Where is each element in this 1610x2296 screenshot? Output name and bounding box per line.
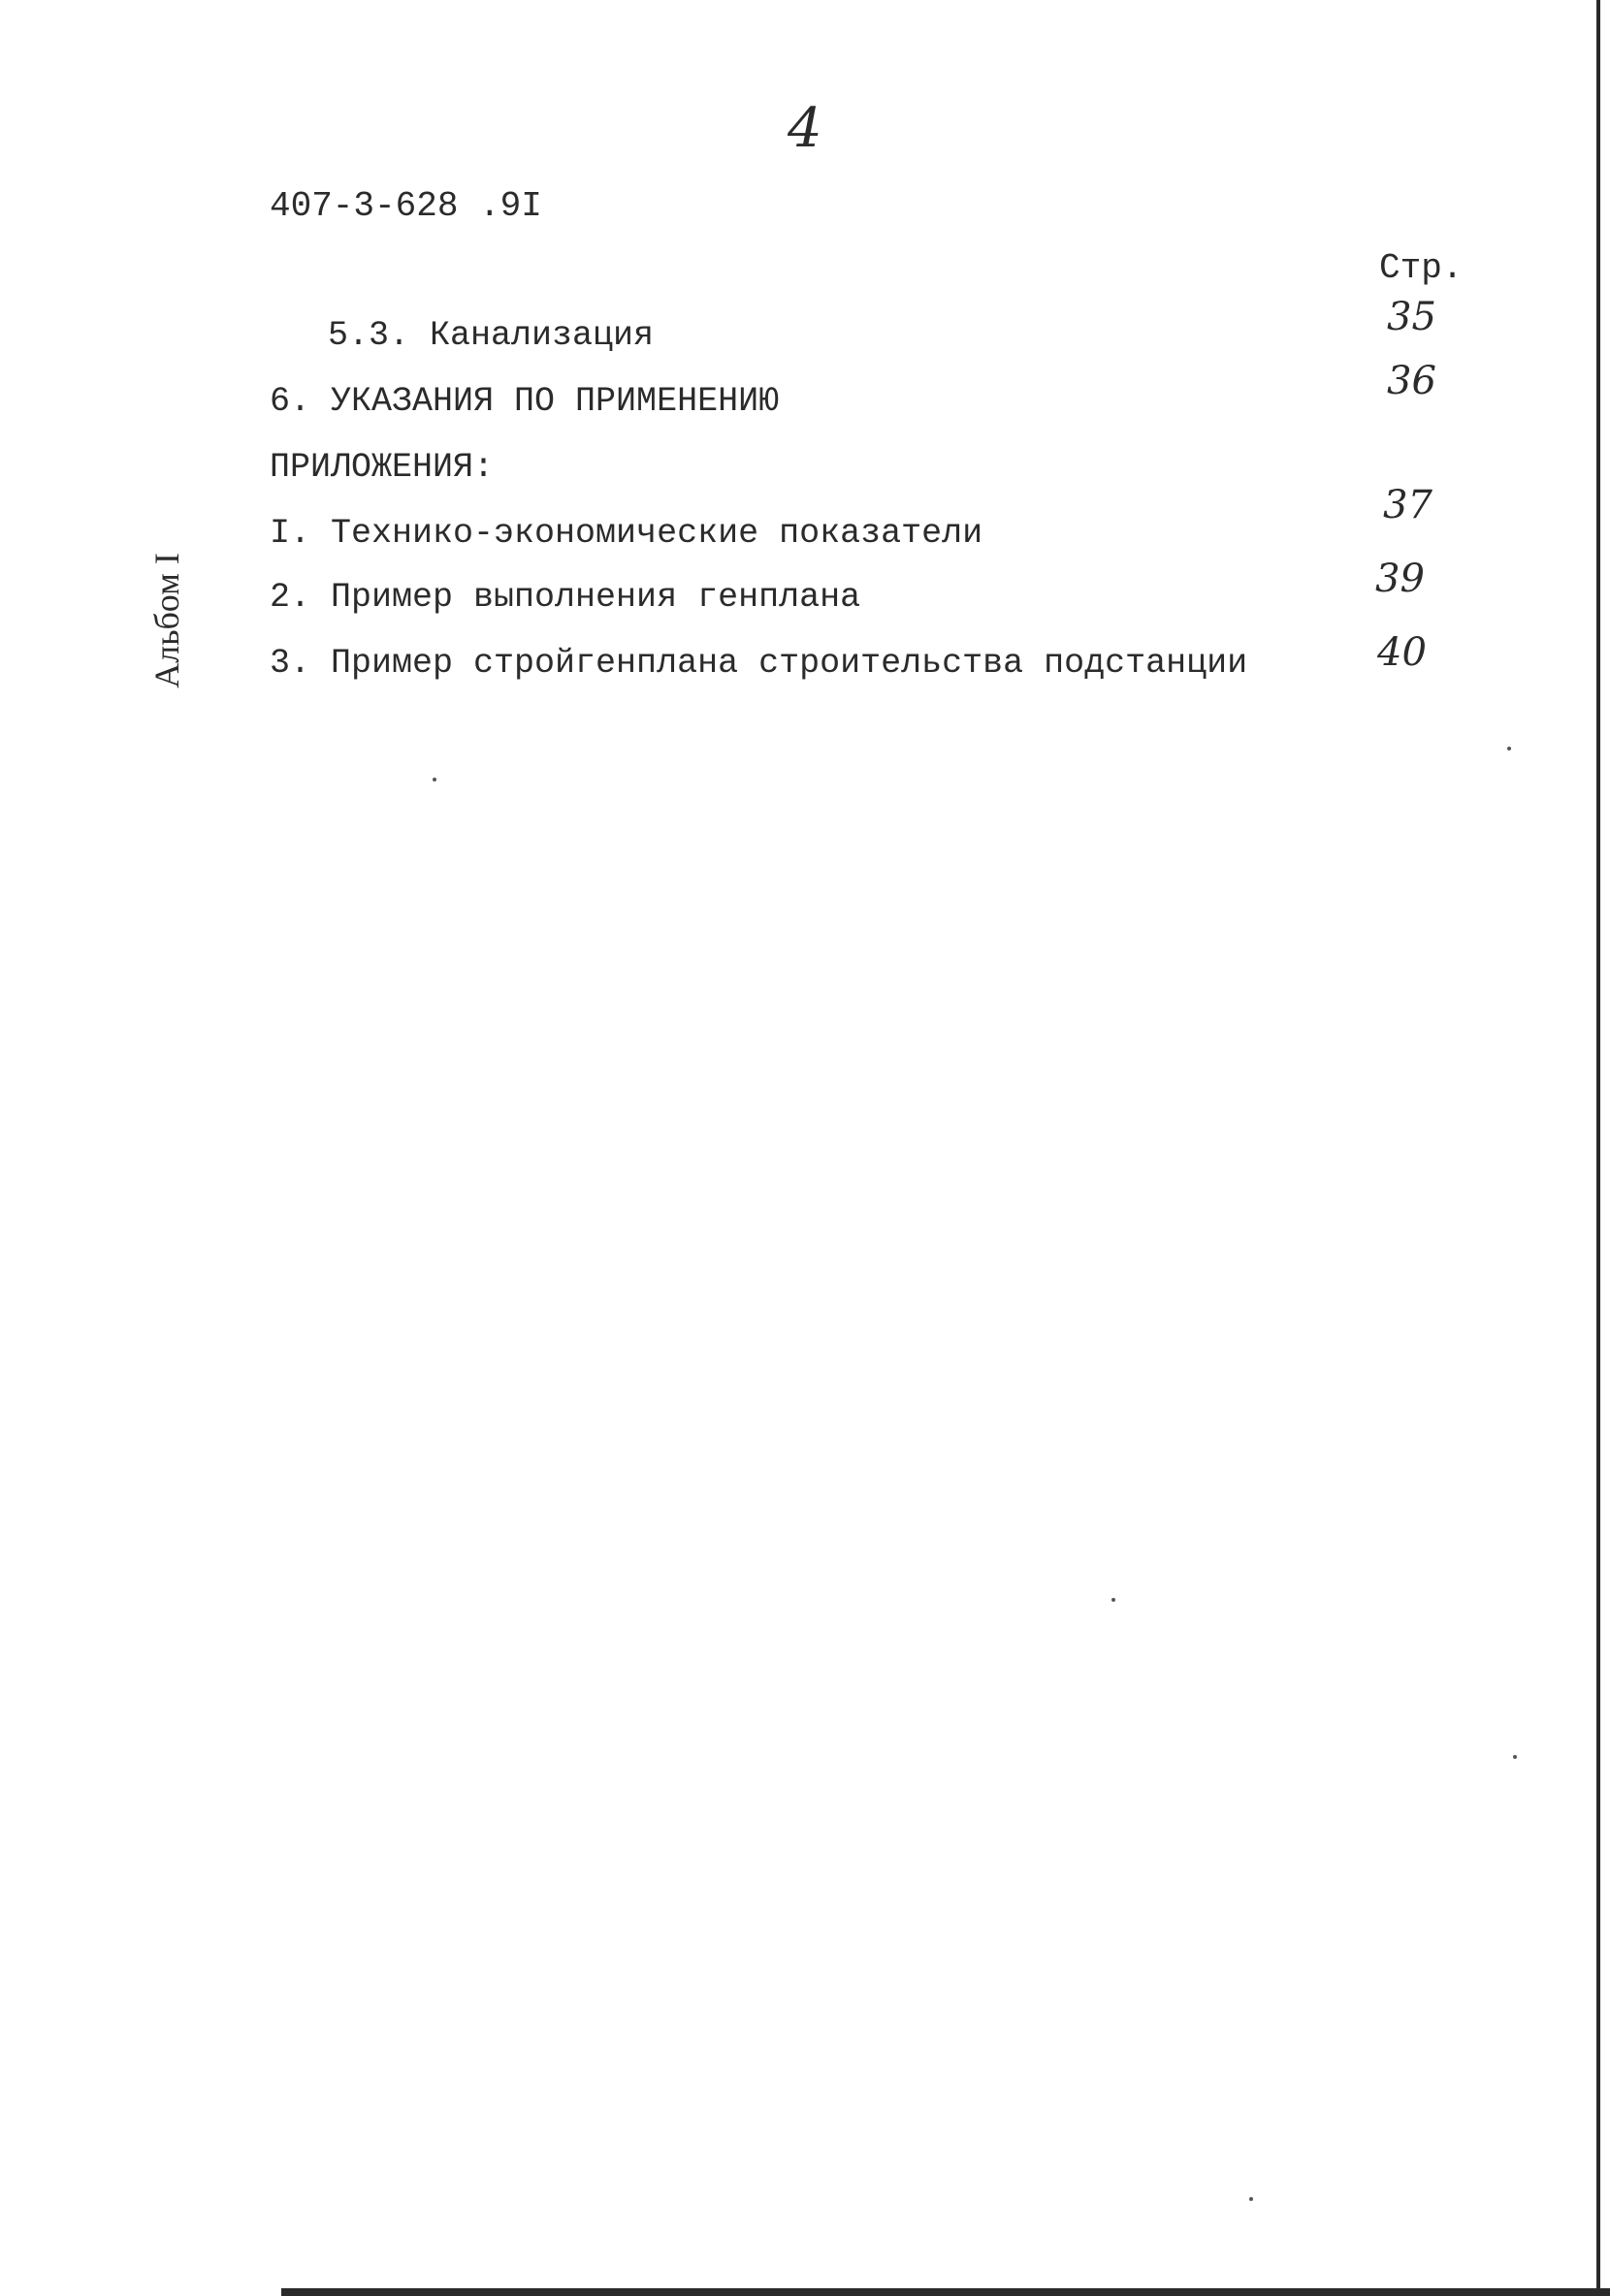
toc-item-label: 5.3. Канализация (328, 316, 655, 355)
document-code: 407-3-628 .9I (270, 186, 542, 226)
scan-speck (433, 778, 436, 781)
scan-edge-bottom (281, 2288, 1610, 2296)
toc-item-label: 3. Пример стройгенплана строительства подстанции (270, 644, 1248, 683)
page-number: 4 (788, 97, 822, 160)
scan-speck (1513, 1755, 1517, 1759)
toc-item-label: 2. Пример выполнения генплана (270, 578, 861, 617)
toc-item-page: 36 (1387, 359, 1436, 403)
toc-item-page: 39 (1375, 557, 1425, 601)
toc-item-page: 37 (1383, 483, 1433, 527)
toc-section-label: ПРИЛОЖЕНИЯ: (270, 448, 495, 487)
album-side-label: Альбом I (147, 553, 186, 688)
toc-item-label: I. Технико-экономические показатели (270, 514, 983, 553)
toc-item-page: 40 (1377, 630, 1427, 675)
page-column-header: Стр. (1379, 248, 1464, 288)
scan-speck (1249, 2197, 1253, 2201)
scan-edge-right (1596, 0, 1600, 2296)
scan-speck (1507, 747, 1511, 750)
scan-speck (1111, 1598, 1115, 1602)
toc-item-page: 35 (1387, 295, 1436, 339)
toc-item-label: 6. УКАЗАНИЯ ПО ПРИМЕНЕНИЮ (270, 382, 780, 421)
